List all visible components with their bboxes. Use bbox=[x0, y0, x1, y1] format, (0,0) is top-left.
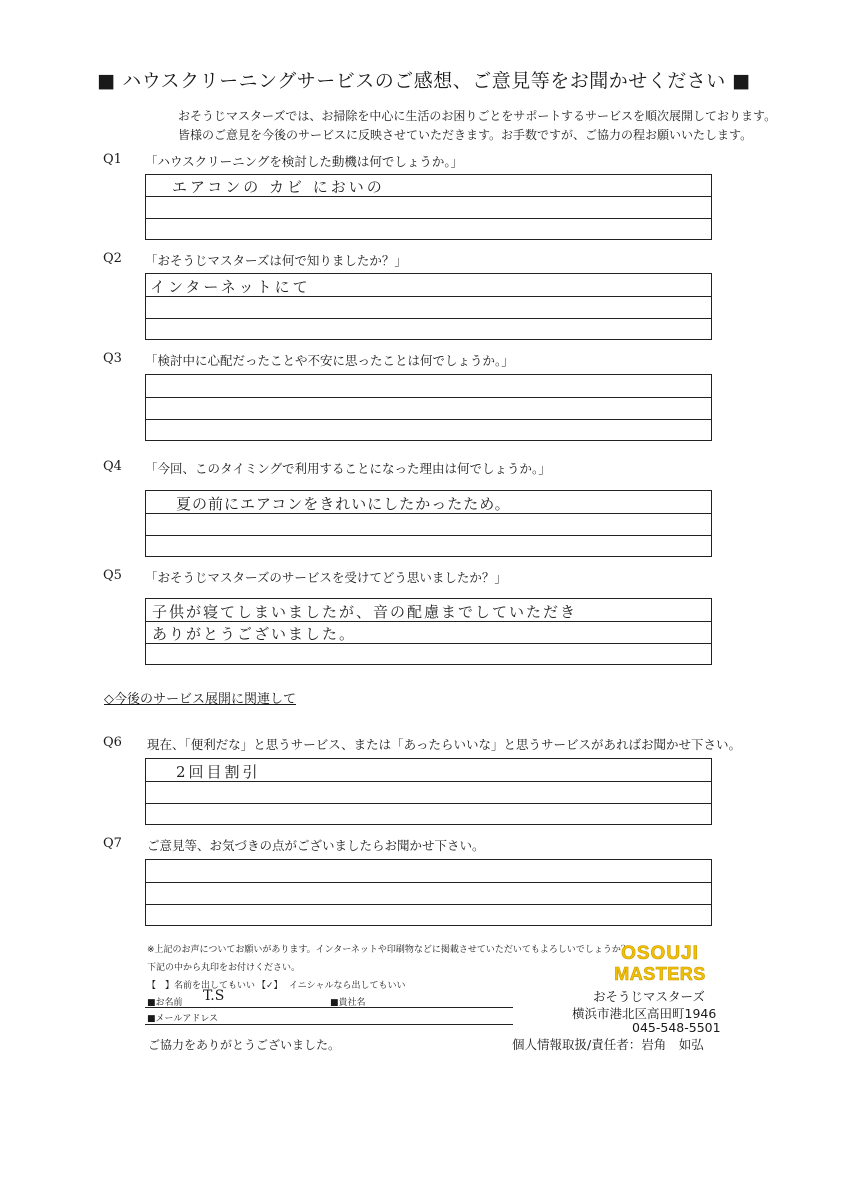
consent-option-initials-label: イニシャルなら出してもいい bbox=[289, 981, 406, 991]
q6-answer-box[interactable] bbox=[145, 758, 712, 825]
q7-text: ご意見等、お気づきの点がございましたらお聞かせ下さい。 bbox=[147, 838, 485, 853]
name-field-underline bbox=[145, 1007, 513, 1008]
q5-answer-line-2: ありがとうございました。 bbox=[152, 625, 357, 643]
name-label: ■お名前 bbox=[147, 998, 183, 1008]
q4-text: 「今回、このタイミングで利用することになった理由は何でしょうか。」 bbox=[145, 461, 551, 476]
q4-answer-box[interactable] bbox=[145, 490, 712, 557]
form-title: ■ ハウスクリーニングサービスのご感想、ご意見等をお聞かせください ■ bbox=[97, 70, 751, 92]
q1-number: Q1 bbox=[103, 152, 122, 167]
q7-number: Q7 bbox=[103, 836, 122, 851]
q2-text: 「おそうじマスターズは何で知りましたか？」 bbox=[145, 253, 407, 268]
q1-text: 「ハウスクリーニングを検討した動機は何でしょうか。」 bbox=[145, 154, 464, 169]
consent-option-initials-checkbox[interactable]: 【✓】 bbox=[257, 981, 283, 991]
q2-answer-box[interactable] bbox=[145, 273, 712, 340]
email-label: ■メールアドレス bbox=[147, 1014, 219, 1024]
q5-number: Q5 bbox=[103, 568, 122, 583]
intro-line-1: おそうじマスターズでは、お掃除を中心に生活のお困りごとをサポートするサービスを順次展開しております。 bbox=[178, 109, 777, 123]
intro-line-2: 皆様のご意見を今後のサービスに反映させていただきます。お手数ですが、ご協力の程お願いいたします。 bbox=[178, 128, 753, 142]
q2-number: Q2 bbox=[103, 251, 122, 266]
q4-number: Q4 bbox=[103, 459, 122, 474]
q1-answer-box[interactable] bbox=[145, 174, 712, 240]
q5-answer-line-1: 子供が寝てしまいましたが、音の配慮までしていただき bbox=[152, 603, 578, 621]
q4-answer-line-1: 夏の前にエアコンをきれいにしたかったため。 bbox=[176, 495, 511, 513]
q3-answer-box[interactable] bbox=[145, 374, 712, 441]
company-address: 横浜市港北区高田町1946 bbox=[572, 1006, 717, 1021]
consent-line-1: ※上記のお声についてお願いがあります。インターネットや印刷物などに掲載させていただいてもよろしいでしょうか？ bbox=[147, 945, 630, 955]
logo-line-2: MASTERS bbox=[614, 964, 706, 984]
email-field-underline[interactable] bbox=[145, 1024, 513, 1025]
consent-line-2: 下記の中から丸印をお付けください。 bbox=[147, 963, 301, 973]
privacy-officer: 個人情報取扱/責任者：岩角 如弘 bbox=[512, 1037, 704, 1052]
company-phone: 045-548-5501 bbox=[632, 1020, 721, 1035]
q5-text: 「おそうじマスターズのサービスを受けてどう思いましたか？」 bbox=[145, 570, 507, 585]
osouji-masters-logo bbox=[606, 940, 714, 984]
name-value[interactable]: T.S bbox=[203, 988, 225, 1004]
q7-answer-box[interactable] bbox=[145, 859, 712, 926]
q6-answer-line-1: 2回目割引 bbox=[176, 763, 261, 781]
q3-number: Q3 bbox=[103, 351, 122, 366]
consent-option-name[interactable]: 【 】名前を出してもいい bbox=[147, 981, 256, 991]
q3-text: 「検討中に心配だったことや不安に思ったことは何でしょうか。」 bbox=[145, 353, 514, 368]
q1-answer-line-1: エアコンの カビ においの bbox=[172, 178, 385, 196]
q6-text: 現在、「便利だな」と思うサービス、または「あったらいいな」と思うサービスがあればお聞かせ下さい。 bbox=[147, 737, 742, 752]
q2-answer-line-1: インターネットにて bbox=[150, 278, 311, 296]
thanks-text: ご協力をありがとうございました。 bbox=[148, 1038, 341, 1052]
q5-answer-box[interactable] bbox=[145, 598, 712, 665]
logo-line-1: OSOUJI bbox=[621, 943, 699, 964]
company-label: ■貴社名 bbox=[330, 998, 366, 1008]
section-title: ◇今後のサービス展開に関連して bbox=[104, 692, 296, 707]
q6-number: Q6 bbox=[103, 735, 122, 750]
company-name: おそうじマスターズ bbox=[593, 989, 705, 1004]
